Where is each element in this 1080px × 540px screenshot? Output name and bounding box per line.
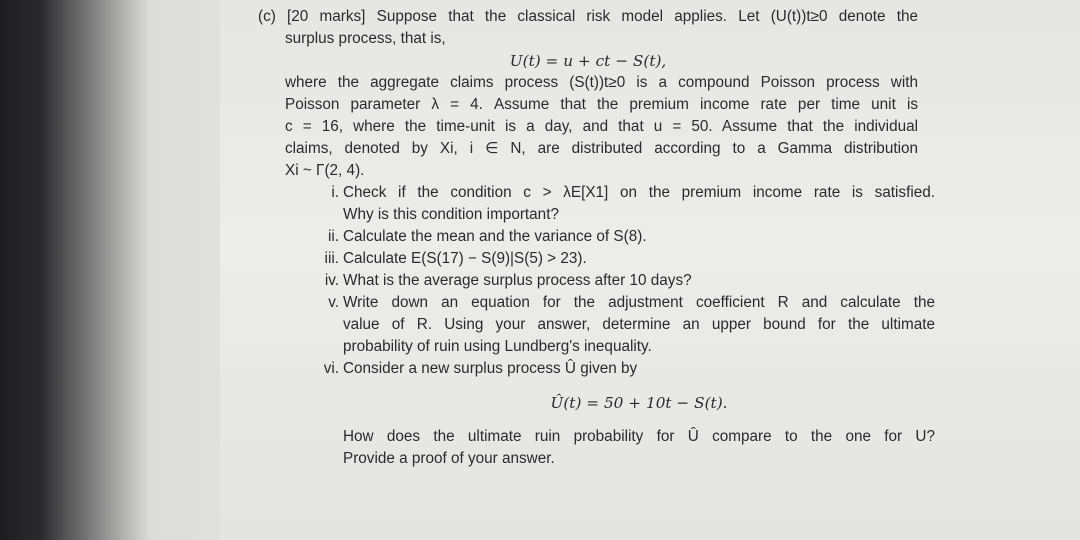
main-equation: U(t) = u + ct − S(t), <box>509 52 667 70</box>
subquestion-text-line: Consider a new surplus process Û given by <box>343 360 638 377</box>
subquestion-text-line: What is the average surplus process after 10 days? <box>343 272 692 289</box>
question-header-line-2: surplus process, that is, <box>285 30 446 47</box>
question-block <box>258 6 935 470</box>
subquestion-text-line: How does the ultimate ruin probability for Û compare to the one for U? <box>343 428 935 445</box>
new-surplus-equation: Û(t) = 50 + 10t − S(t). <box>550 394 728 412</box>
subquestion-text-line: Calculate the mean and the variance of S(8). <box>343 228 647 245</box>
subquestion-vi <box>305 358 935 470</box>
subquestion-ii <box>305 226 935 248</box>
paragraph-line-3: c = 16, where the time-unit is a day, and that u = 50. Assume that the individual <box>285 118 918 135</box>
subquestion-text-line: Write down an equation for the adjustment coefficient R and calculate the <box>343 294 935 311</box>
subquestion-text-line: value of R. Using your answer, determine an upper bound for the ultimate <box>343 316 935 333</box>
subquestion-iii <box>305 248 935 270</box>
subquestion-number: ii. <box>327 228 339 245</box>
subquestion-number: iii. <box>324 250 339 267</box>
subquestion-v <box>305 292 935 358</box>
question-header-line-1: (c) [20 marks] Suppose that the classical risk model applies. Let (U(t))t≥0 denote the <box>258 8 918 25</box>
subquestion-text-line: Calculate E(S(17) − S(9)|S(5) > 23). <box>343 250 587 267</box>
subquestion-list <box>278 182 935 470</box>
subquestion-number: v. <box>328 294 339 311</box>
subquestion-text-line: Why is this condition important? <box>343 206 559 223</box>
subquestion-text-line: probability of ruin using Lundberg's inequality. <box>343 338 652 355</box>
subquestion-number: vi. <box>323 360 339 377</box>
paragraph-line-5: Xi ~ Γ(2, 4). <box>285 162 365 179</box>
paragraph-line-1: where the aggregate claims process (S(t))t≥0 is a compound Poisson process with <box>285 74 918 91</box>
subquestion-iv <box>305 270 935 292</box>
paragraph-line-2: Poisson parameter λ = 4. Assume that the premium income rate per time unit is <box>285 96 918 113</box>
subquestion-number: i. <box>331 184 339 201</box>
subquestion-number: iv. <box>324 272 339 289</box>
subquestion-text-line: Provide a proof of your answer. <box>343 450 555 467</box>
subquestion-text-line: Check if the condition c > λE[X1] on the premium income rate is satisfied. <box>343 184 935 201</box>
subquestion-i <box>305 182 935 226</box>
paragraph-line-4: claims, denoted by Xi, i ∈ N, are distributed according to a Gamma distribution <box>285 140 918 157</box>
